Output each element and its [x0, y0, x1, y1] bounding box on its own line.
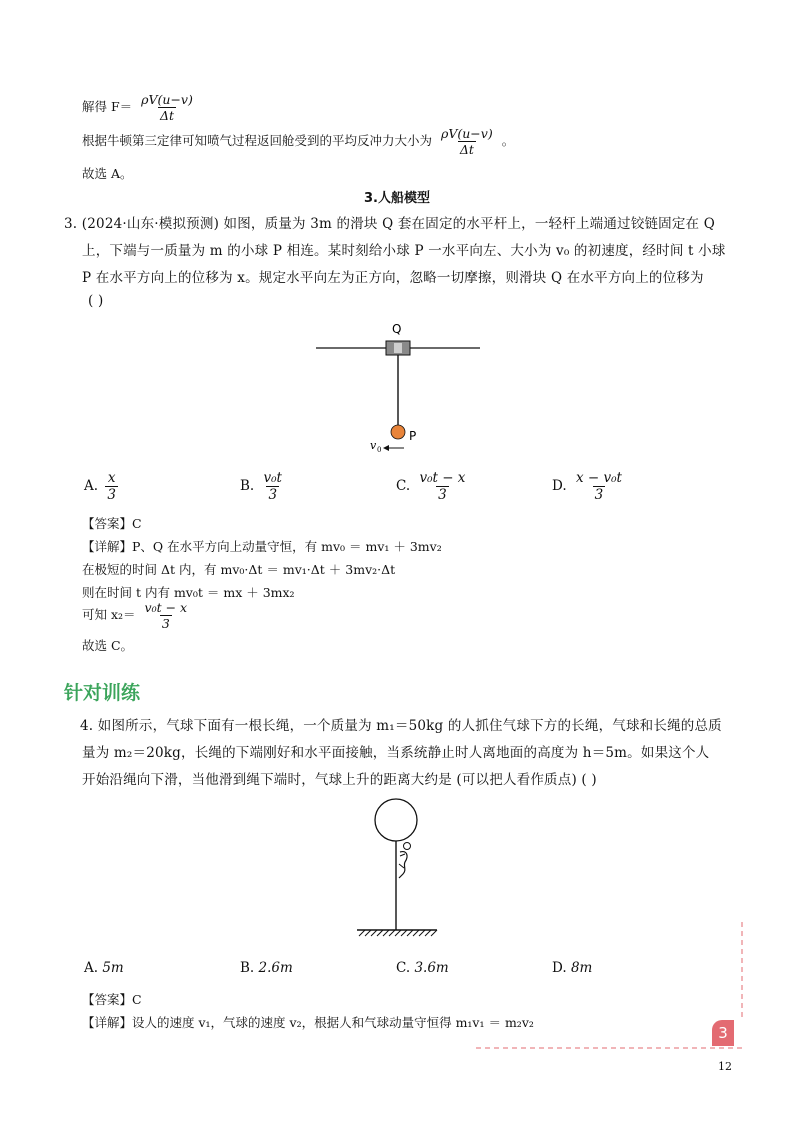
balloon-figure	[345, 792, 455, 942]
label-p: P	[409, 429, 417, 443]
fraction: $\frac{\rho V(u-v)}{\Delta t}$	[441, 126, 493, 157]
solution-line-2: 根据牛顿第三定律可知喷气过程返回舱受到的平均反冲力大小为 $\frac{\rho V(u-v)}{\Delta t}$ 。	[82, 126, 515, 157]
q3-detail-1: 【详解】P、Q 在水平方向上动量守恒，有 mv₀ ＝ mv₁ ＋ 3mv₂	[82, 539, 442, 554]
ground-hatch	[359, 930, 437, 936]
slider-q-highlight	[394, 343, 402, 353]
q3-line-1: 3. (2024·山东·模拟预测) 如图，质量为 3m 的滑块 Q 套在固定的水平杆上，一轻杆上端通过铰链固定在 Q	[64, 216, 716, 232]
option-c[interactable]: C. $\frac{\text{v₀t − x}}{3}$	[396, 470, 466, 503]
q3-detail-5: 故选 C。	[82, 638, 134, 653]
chapter-badge: 3	[712, 1020, 734, 1046]
q4-line-2: 量为 m₂＝20kg，长绳的下端刚好和水平面接触，当系统静止时人离地面的高度为 h＝5m。如果这个人	[82, 745, 710, 761]
label-q: Q	[392, 322, 402, 336]
label-v0: v	[370, 439, 377, 452]
section-title: 3.人船模型	[364, 191, 430, 206]
fraction: $\frac{\rho V(u-v)}{\Delta t}$	[141, 92, 193, 123]
training-title: 针对训练	[64, 682, 141, 704]
q4-detail-1: 【详解】设人的速度 v₁，气球的速度 v₂，根据人和气球动量守恒得 m₁v₁ ＝ m₂v₂	[82, 1015, 534, 1030]
ball-p	[391, 425, 405, 439]
q4-line-1: 4. 如图所示，气球下面有一根长绳，一个质量为 m₁＝50kg 的人抓住气球下方的长绳，气球和长绳的总质	[80, 718, 722, 734]
q3-detail-4: 可知 x₂＝ $\frac{\text{v₀t − x}}{3}$	[82, 600, 188, 631]
page-number: 12	[718, 1060, 732, 1073]
slider-rod-figure	[300, 318, 500, 463]
q3-line-4: ( )	[88, 293, 104, 309]
q4-option-a[interactable]: A. 5m	[84, 960, 124, 976]
solution-line-1: 解得 F＝ $\frac{\rho V(u-v)}{\Delta t}$	[82, 92, 193, 123]
q3-line-3: P 在水平方向上的位移为 x。规定水平向左为正方向，忽略一切摩擦，则滑块 Q 在水平方向上的位移为	[82, 270, 704, 286]
q4-line-3: 开始沿绳向下滑，当他滑到绳下端时，气球上升的距离大约是 (可以把人看作质点) ( )	[82, 772, 597, 788]
q4-option-c[interactable]: C. 3.6m	[396, 960, 449, 976]
q3-answer: 【答案】C	[82, 516, 142, 531]
q4-option-d[interactable]: D. 8m	[552, 960, 593, 976]
person-head-icon	[404, 843, 411, 850]
label-v0-sub: 0	[377, 446, 382, 454]
option-d[interactable]: D. $\frac{\text{x − v₀t}}{3}$	[552, 470, 622, 503]
arrow-head-icon	[383, 445, 389, 451]
option-b[interactable]: B. $\frac{\text{v₀t}}{3}$	[240, 470, 282, 503]
balloon	[375, 799, 417, 841]
q4-answer: 【答案】C	[82, 992, 142, 1007]
solution-line-3: 故选 A。	[82, 166, 133, 181]
corner-dashed-frame	[470, 920, 750, 1055]
q3-detail-3: 则在时间 t 内有 mv₀t ＝ mx ＋ 3mx₂	[82, 585, 295, 600]
q4-option-b[interactable]: B. 2.6m	[240, 960, 293, 976]
q3-detail-2: 在极短的时间 Δt 内，有 mv₀·Δt ＝ mv₁·Δt ＋ 3mv₂·Δt	[82, 562, 396, 577]
option-a[interactable]: A. $\frac{x}{3}$	[84, 470, 116, 503]
q3-line-2: 上，下端与一质量为 m 的小球 P 相连。某时刻给小球 P 一水平向左、大小为 v₀ 的初速度，经时间 t 小球	[82, 243, 726, 259]
